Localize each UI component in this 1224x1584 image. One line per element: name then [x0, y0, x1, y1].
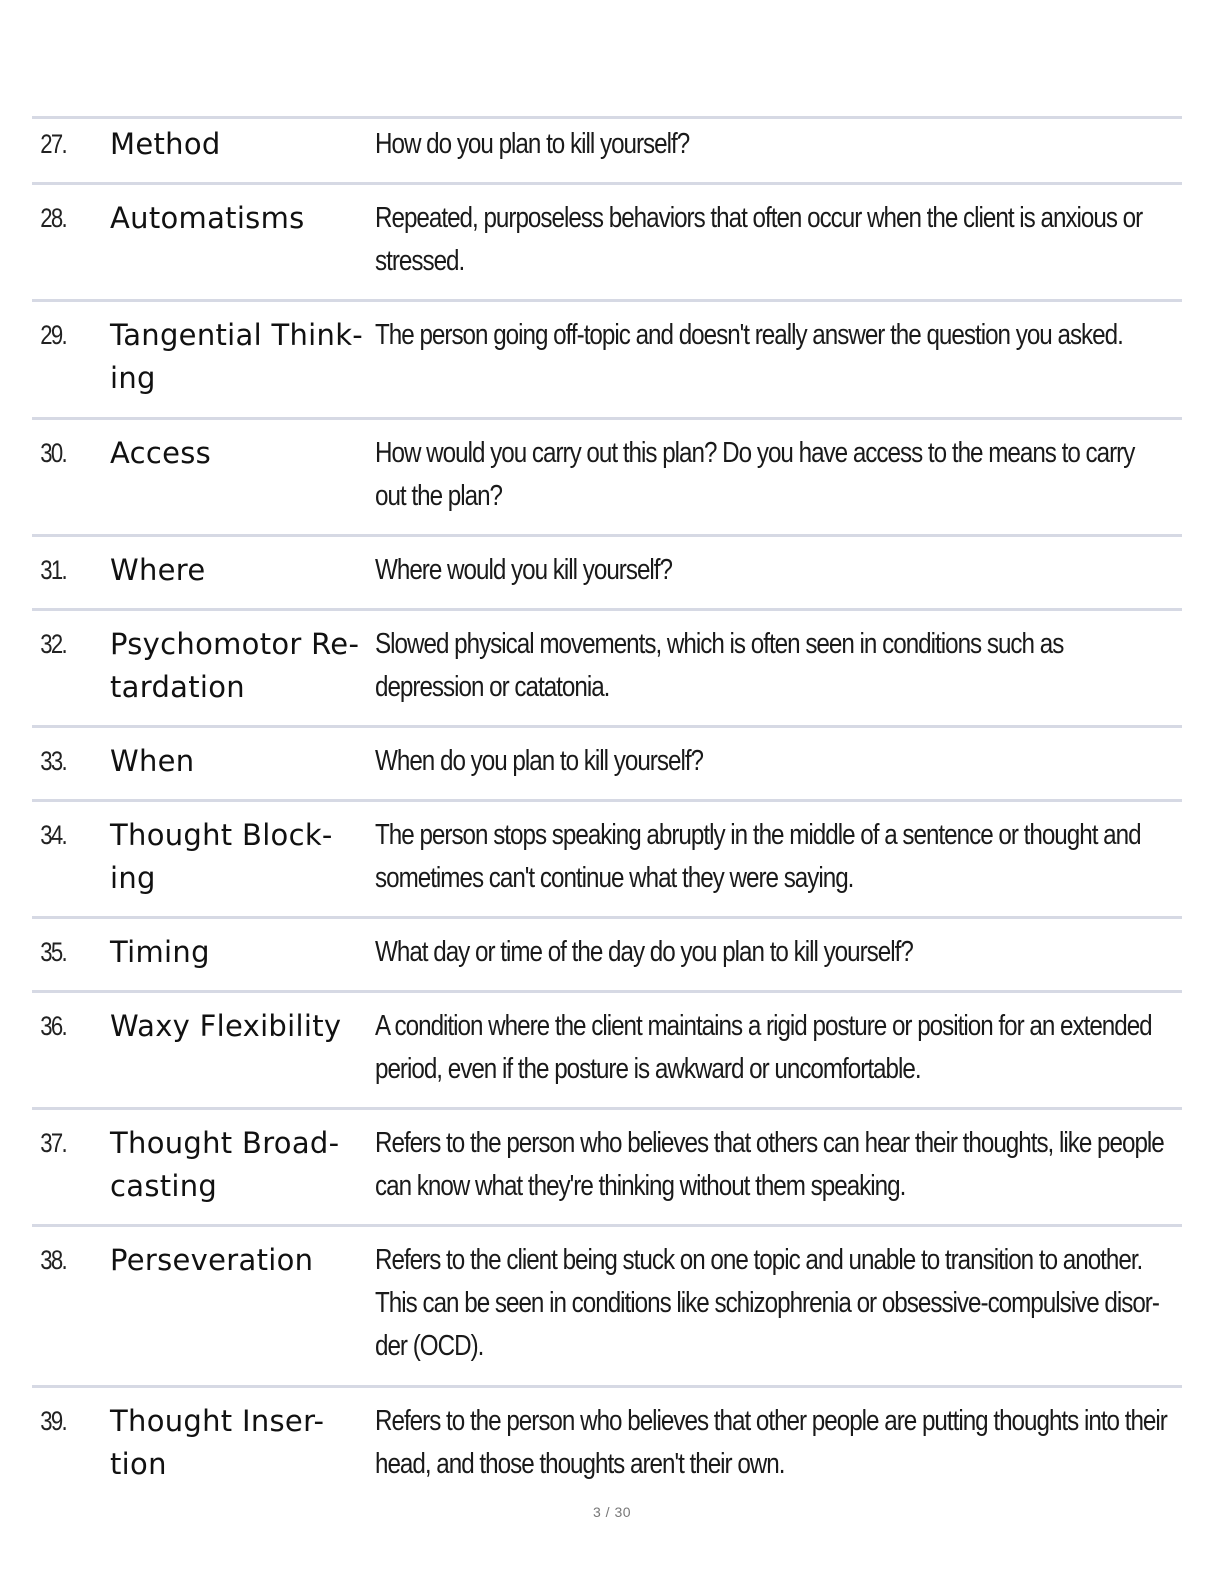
- term-definition: [375, 611, 1224, 709]
- term-row: [32, 993, 1182, 1110]
- term-definition-text: Refers to the client being stuck on one topic and unable to transition to another. This can be seen in conditions like schizophrenia or obsessive-compulsive disor-der (OCD).: [375, 1244, 1159, 1362]
- term-definition: [375, 302, 1224, 357]
- term-name: Where: [110, 553, 206, 587]
- term-row: [32, 1110, 1182, 1227]
- term-definition: [375, 1388, 1224, 1486]
- term-number: 34.: [40, 820, 67, 850]
- term-row: [32, 302, 1182, 420]
- term-name: Timing: [110, 935, 210, 969]
- term-definition: [375, 728, 1224, 783]
- term-number: 27.: [40, 129, 67, 159]
- term-definition: [375, 420, 1224, 518]
- term-number: 37.: [40, 1128, 67, 1158]
- term-definition: [375, 993, 1224, 1091]
- term-name: Perseveration: [110, 1243, 314, 1277]
- term-number: 28.: [40, 203, 67, 233]
- term-definition-text: The person going off-topic and doesn't really answer the question you asked.: [375, 319, 1123, 351]
- term-definition-text: Refers to the person who believes that others can hear their thoughts, like people can know what they're thinking without them speaking.: [375, 1127, 1164, 1202]
- term-definition-text: When do you plan to kill yourself?: [375, 745, 704, 777]
- page-number: 3 / 30: [592, 1504, 632, 1520]
- term-name: Thought Broad-casting: [110, 1126, 340, 1203]
- term-name: Method: [110, 127, 221, 161]
- term-definition: [375, 919, 1224, 974]
- term-row: [32, 119, 1182, 185]
- term-definition-text: A condition where the client maintains a rigid posture or position for an extended period, even if the posture is awkward or uncomfortable.: [375, 1010, 1152, 1085]
- term-number: 39.: [40, 1406, 67, 1436]
- term-number: 36.: [40, 1011, 67, 1041]
- term-row: [32, 611, 1182, 728]
- term-name: Psychomotor Re-tardation: [110, 627, 360, 704]
- term-name: Thought Block-ing: [110, 818, 333, 895]
- term-row: [32, 1227, 1182, 1388]
- term-name: Automatisms: [110, 201, 305, 235]
- term-row: [32, 1388, 1182, 1498]
- term-definition-text: What day or time of the day do you plan to kill yourself?: [375, 936, 913, 968]
- term-name: Tangential Think-ing: [110, 318, 364, 395]
- term-definition: [375, 119, 1224, 166]
- term-row: [32, 802, 1182, 919]
- term-row: [32, 537, 1182, 611]
- term-number: 29.: [40, 320, 67, 350]
- term-definition-text: Refers to the person who believes that other people are putting thoughts into their head, and those thoughts aren't their own.: [375, 1405, 1167, 1480]
- term-definition: [375, 185, 1224, 283]
- term-name: Thought Inser-tion: [110, 1404, 325, 1481]
- term-number: 31.: [40, 555, 67, 585]
- term-list: [32, 116, 1182, 1498]
- term-row: [32, 919, 1182, 993]
- term-definition-text: How would you carry out this plan? Do you have access to the means to carry out the plan?: [375, 437, 1135, 512]
- term-definition-text: Repeated, purposeless behaviors that often occur when the client is anxious or stressed.: [375, 202, 1143, 277]
- term-definition: [375, 802, 1224, 900]
- term-definition: [375, 1110, 1224, 1208]
- term-definition: [375, 537, 1224, 592]
- term-number: 32.: [40, 629, 67, 659]
- term-definition-text: How do you plan to kill yourself?: [375, 128, 690, 160]
- term-number: 33.: [40, 746, 67, 776]
- term-row: [32, 420, 1182, 537]
- term-definition: [375, 1227, 1224, 1368]
- term-definition-text: Slowed physical movements, which is often seen in conditions such as depression or catatonia.: [375, 628, 1064, 703]
- term-definition-text: The person stops speaking abruptly in the middle of a sentence or thought and sometimes can't continue what they were saying.: [375, 819, 1141, 894]
- term-number: 38.: [40, 1245, 67, 1275]
- term-name: When: [110, 744, 195, 778]
- term-row: [32, 728, 1182, 802]
- term-row: [32, 185, 1182, 302]
- term-name: Access: [110, 436, 212, 470]
- term-definition-text: Where would you kill yourself?: [375, 554, 672, 586]
- term-name: Waxy Flexibility: [110, 1009, 342, 1043]
- term-number: 35.: [40, 937, 67, 967]
- term-number: 30.: [40, 438, 67, 468]
